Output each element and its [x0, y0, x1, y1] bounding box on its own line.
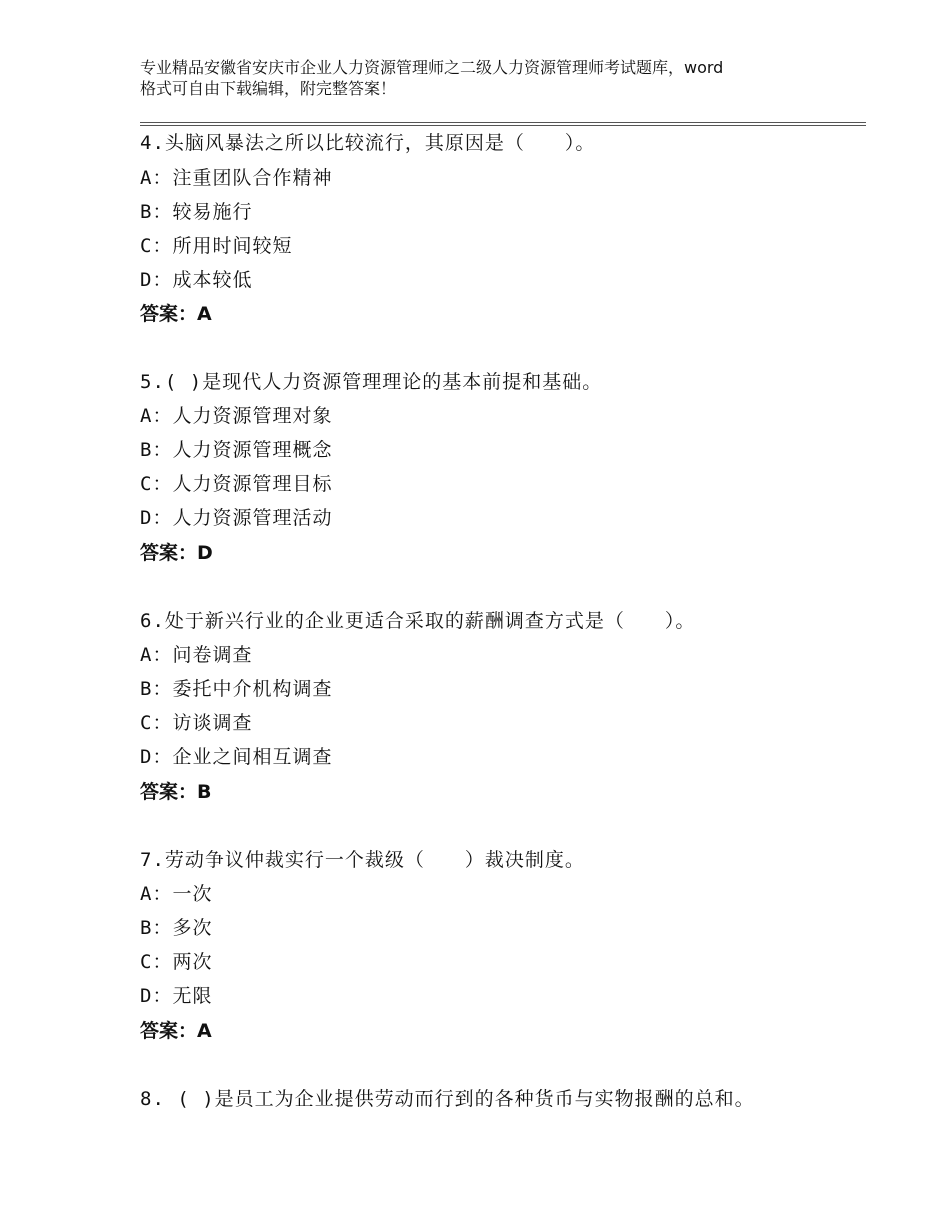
- answer-line: 答案：A: [140, 303, 212, 325]
- option-d: D：无限: [140, 985, 213, 1007]
- option-b: B：委托中介机构调查: [140, 678, 333, 700]
- header-line-2: 格式可自由下载编辑，附完整答案！: [140, 79, 397, 98]
- header-line-1: 专业精品安徽省安庆市企业人力资源管理师之二级人力资源管理师考试题库，word: [140, 58, 724, 77]
- option-b: B：较易施行: [140, 201, 253, 223]
- option-d: D：人力资源管理活动: [140, 507, 333, 529]
- header-divider-top: [140, 122, 866, 123]
- option-c: C：人力资源管理目标: [140, 473, 333, 495]
- question-stem: 8. ( )是员工为企业提供劳动而行到的各种货币与实物报酬的总和。: [140, 1088, 755, 1110]
- option-a: A：人力资源管理对象: [140, 405, 333, 427]
- question-stem: 5.( )是现代人力资源管理理论的基本前提和基础。: [140, 371, 603, 393]
- option-a: A：注重团队合作精神: [140, 167, 333, 189]
- question-stem: 7.劳动争议仲裁实行一个裁级（ ）裁决制度。: [140, 849, 585, 871]
- option-b: B：多次: [140, 917, 213, 939]
- option-c: C：所用时间较短: [140, 235, 293, 257]
- question-stem: 4.头脑风暴法之所以比较流行，其原因是（ ）。: [140, 132, 596, 154]
- question-stem: 6.处于新兴行业的企业更适合采取的薪酬调查方式是（ ）。: [140, 610, 696, 632]
- answer-line: 答案：B: [140, 781, 212, 803]
- option-d: D：成本较低: [140, 269, 253, 291]
- option-c: C：两次: [140, 951, 213, 973]
- answer-line: 答案：A: [140, 1020, 212, 1042]
- option-a: A：一次: [140, 883, 213, 905]
- option-c: C：访谈调查: [140, 712, 253, 734]
- option-d: D：企业之间相互调查: [140, 746, 333, 768]
- answer-line: 答案：D: [140, 542, 213, 564]
- header-divider-bottom: [140, 125, 866, 126]
- option-b: B：人力资源管理概念: [140, 439, 333, 461]
- document-header: [140, 57, 840, 99]
- option-a: A：问卷调查: [140, 644, 253, 666]
